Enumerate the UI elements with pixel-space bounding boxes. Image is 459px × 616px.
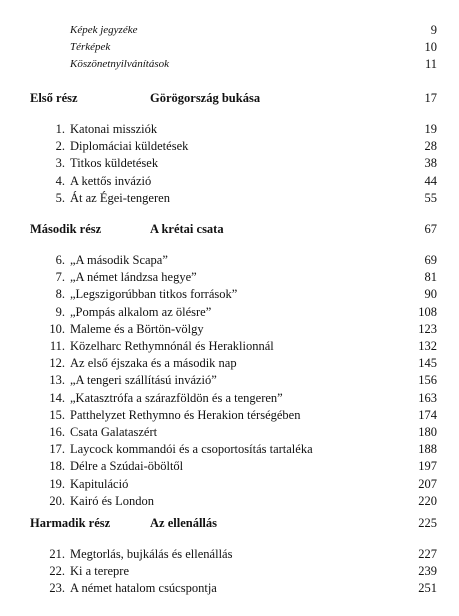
chapter-row (0, 304, 459, 320)
part-label: Első rész (30, 91, 78, 105)
chapter-title: „A tengeri szállítású invázió” (70, 373, 217, 387)
chapter-number: 17. (49, 442, 65, 456)
page-number: 108 (418, 305, 437, 319)
page-number: 197 (418, 459, 437, 473)
chapter-row (0, 173, 459, 189)
chapter-title: Maleme és a Börtön-völgy (70, 322, 204, 336)
page-number: 174 (418, 408, 437, 422)
chapter-title: Diplomáciai küldetések (70, 139, 189, 153)
chapter-row (0, 580, 459, 596)
page-number: 19 (424, 122, 437, 136)
page-number: 28 (424, 139, 437, 153)
chapter-number: 22. (49, 564, 65, 578)
page-number: 156 (418, 373, 437, 387)
chapter-number: 5. (55, 191, 65, 205)
part-title: Az ellenállás (150, 516, 218, 530)
chapter-row (0, 321, 459, 337)
page-number: 38 (424, 156, 437, 170)
chapter-title: „A német lándzsa hegye” (70, 270, 197, 284)
page-number: 44 (424, 174, 437, 188)
chapter-row (0, 138, 459, 154)
page-number: 188 (418, 442, 437, 456)
page-number: 163 (418, 391, 437, 405)
chapter-title: „A második Scapa” (70, 253, 168, 267)
chapter-row (0, 372, 459, 388)
page-number: 220 (418, 494, 437, 508)
page-number: 251 (418, 581, 437, 595)
chapter-title: Csata Galataszért (70, 425, 158, 439)
page-number: 180 (418, 425, 437, 439)
chapter-row (0, 476, 459, 492)
page-number: 69 (424, 253, 437, 267)
chapter-number: 2. (55, 139, 65, 153)
chapter-title: Megtorlás, bujkálás és ellenállás (70, 547, 233, 561)
page-number: 9 (430, 23, 437, 37)
chapter-title: „Pompás alkalom az ölésre” (70, 305, 212, 319)
chapter-title: Az első éjszaka és a második nap (70, 356, 237, 370)
page-number: 145 (418, 356, 437, 370)
part-heading (0, 515, 459, 531)
chapter-row (0, 269, 459, 285)
chapter-title: „Legszigorúbban titkos források” (70, 287, 238, 301)
part-label: Második rész (30, 222, 102, 236)
chapter-number: 21. (49, 547, 65, 561)
page-number: 81 (424, 270, 437, 284)
chapter-title: Át az Égei-tengeren (70, 191, 170, 205)
chapter-row (0, 424, 459, 440)
entry-title: Köszönetnyilvánítások (70, 58, 169, 70)
chapter-number: 18. (49, 459, 65, 473)
chapter-row (0, 190, 459, 206)
part-title: Görögország bukása (150, 91, 261, 105)
part-heading (0, 221, 459, 237)
chapter-number: 3. (55, 156, 65, 170)
chapter-title: Katonai missziók (70, 122, 158, 136)
page-number: 207 (418, 477, 437, 491)
chapter-title: A német hatalom csúcspontja (70, 581, 217, 595)
page-number: 10 (424, 40, 437, 54)
chapter-title: A kettős invázió (70, 174, 152, 188)
chapter-number: 8. (55, 287, 65, 301)
chapter-title: Délre a Szúdai-öböltől (70, 459, 184, 473)
chapter-number: 14. (49, 391, 65, 405)
chapter-number: 7. (55, 270, 65, 284)
front-matter-row (0, 39, 459, 55)
page-number: 239 (418, 564, 437, 578)
part-label: Harmadik rész (30, 516, 111, 530)
page-number: 225 (418, 516, 437, 530)
chapter-row (0, 546, 459, 562)
chapter-number: 9. (55, 305, 65, 319)
chapter-row (0, 493, 459, 509)
entry-title: Képek jegyzéke (70, 24, 138, 36)
chapter-number: 16. (49, 425, 65, 439)
chapter-title: Titkos küldetések (70, 156, 159, 170)
chapter-row (0, 390, 459, 406)
chapter-row (0, 407, 459, 423)
page-number: 123 (418, 322, 437, 336)
chapter-row (0, 155, 459, 171)
chapter-row (0, 286, 459, 302)
chapter-number: 1. (55, 122, 65, 136)
chapter-title: Közelharc Rethymnónál és Heraklionnál (70, 339, 274, 353)
page-number: 67 (424, 222, 437, 236)
page-number: 11 (424, 57, 437, 71)
page-number: 227 (418, 547, 437, 561)
front-matter-row (0, 56, 459, 72)
chapter-row (0, 563, 459, 579)
chapter-row (0, 252, 459, 268)
chapter-title: Patthelyzet Rethymno és Herakion térségében (70, 408, 301, 422)
chapter-row (0, 338, 459, 354)
chapter-number: 15. (49, 408, 65, 422)
chapter-row (0, 355, 459, 371)
entry-title: Térképek (70, 41, 111, 53)
chapter-row (0, 121, 459, 137)
chapter-title: Kapituláció (70, 477, 129, 491)
chapter-number: 13. (49, 373, 65, 387)
chapter-title: Laycock kommandói és a csoportosítás tartaléka (70, 442, 313, 456)
page-number: 90 (424, 287, 437, 301)
chapter-number: 20. (49, 494, 65, 508)
chapter-number: 4. (55, 174, 65, 188)
chapter-number: 11. (49, 339, 65, 353)
chapter-number: 23. (49, 581, 65, 595)
chapter-row (0, 441, 459, 457)
chapter-row (0, 458, 459, 474)
chapter-number: 19. (49, 477, 65, 491)
page-number: 17 (424, 91, 437, 105)
chapter-number: 10. (49, 322, 65, 336)
part-heading (0, 90, 459, 106)
chapter-title: Kairó és London (70, 494, 155, 508)
page-number: 55 (424, 191, 437, 205)
chapter-title: „Katasztrófa a szárazföldön és a tengeren” (70, 391, 283, 405)
chapter-title: Ki a terepre (70, 564, 129, 578)
front-matter-row (0, 22, 459, 38)
page-number: 132 (418, 339, 437, 353)
chapter-number: 12. (49, 356, 65, 370)
part-title: A krétai csata (150, 222, 224, 236)
chapter-number: 6. (55, 253, 65, 267)
